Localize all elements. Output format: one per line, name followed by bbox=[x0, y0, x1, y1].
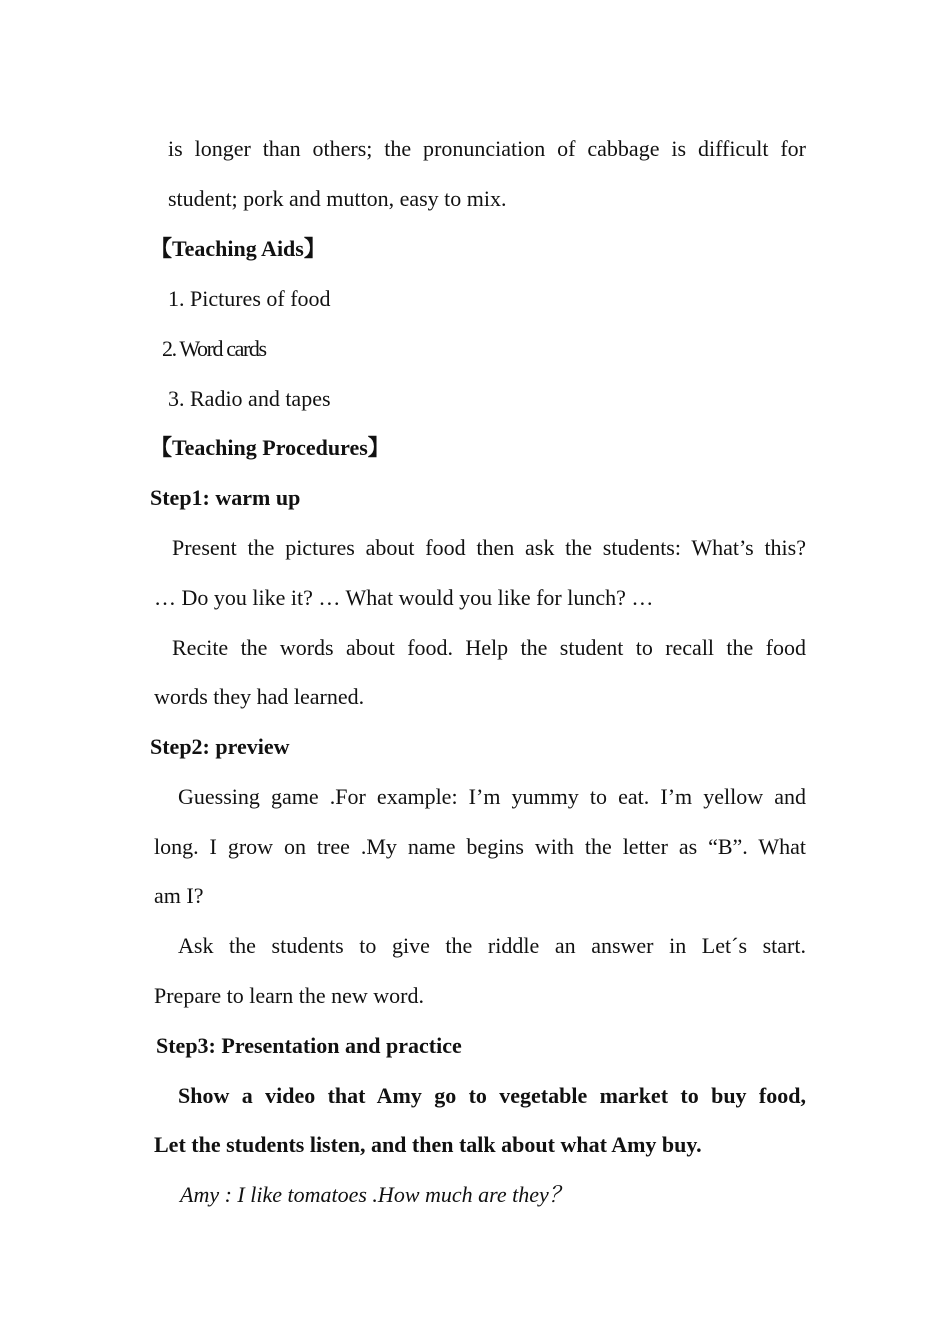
paragraph-line: Guessing game .For example: I’m yummy to eat. I’m yellow and bbox=[178, 784, 806, 809]
paragraph-line: Show a video that Amy go to vegetable market to buy food, bbox=[178, 1083, 806, 1108]
paragraph-line: student; pork and mutton, easy to mix. bbox=[168, 186, 507, 211]
paragraph-line: Let the students listen, and then talk about what Amy buy. bbox=[154, 1132, 702, 1157]
list-item: 2. Word cards bbox=[162, 336, 266, 361]
paragraph-line: … Do you like it? … What would you like for lunch? … bbox=[154, 585, 654, 610]
paragraph-line: Prepare to learn the new word. bbox=[154, 983, 425, 1008]
paragraph-line: is longer than others; the pronunciation of cabbage is difficult for bbox=[168, 136, 806, 161]
list-item: 3. Radio and tapes bbox=[168, 386, 331, 411]
step-heading: Step3: Presentation and practice bbox=[156, 1033, 462, 1058]
step-heading: Step1: warm up bbox=[150, 485, 301, 510]
section-heading-teaching-aids: 【Teaching Aids】 bbox=[150, 236, 326, 261]
paragraph-line: words they had learned. bbox=[154, 684, 365, 709]
dialog-line: Amy : I like tomatoes .How much are they？ bbox=[180, 1182, 571, 1207]
step-heading: Step2: preview bbox=[150, 734, 290, 759]
paragraph-line: long. I grow on tree .My name begins with the letter as “B”. What bbox=[154, 834, 806, 859]
paragraph-line: Recite the words about food. Help the student to recall the food bbox=[172, 635, 806, 660]
list-item: 1. Pictures of food bbox=[168, 286, 331, 311]
paragraph-line: Present the pictures about food then ask the students: What’s this? bbox=[172, 535, 806, 560]
paragraph-line: Ask the students to give the riddle an answer in Let´s start. bbox=[178, 933, 806, 958]
section-heading-teaching-procedures: 【Teaching Procedures】 bbox=[150, 435, 390, 460]
paragraph-line: am I? bbox=[154, 883, 204, 908]
